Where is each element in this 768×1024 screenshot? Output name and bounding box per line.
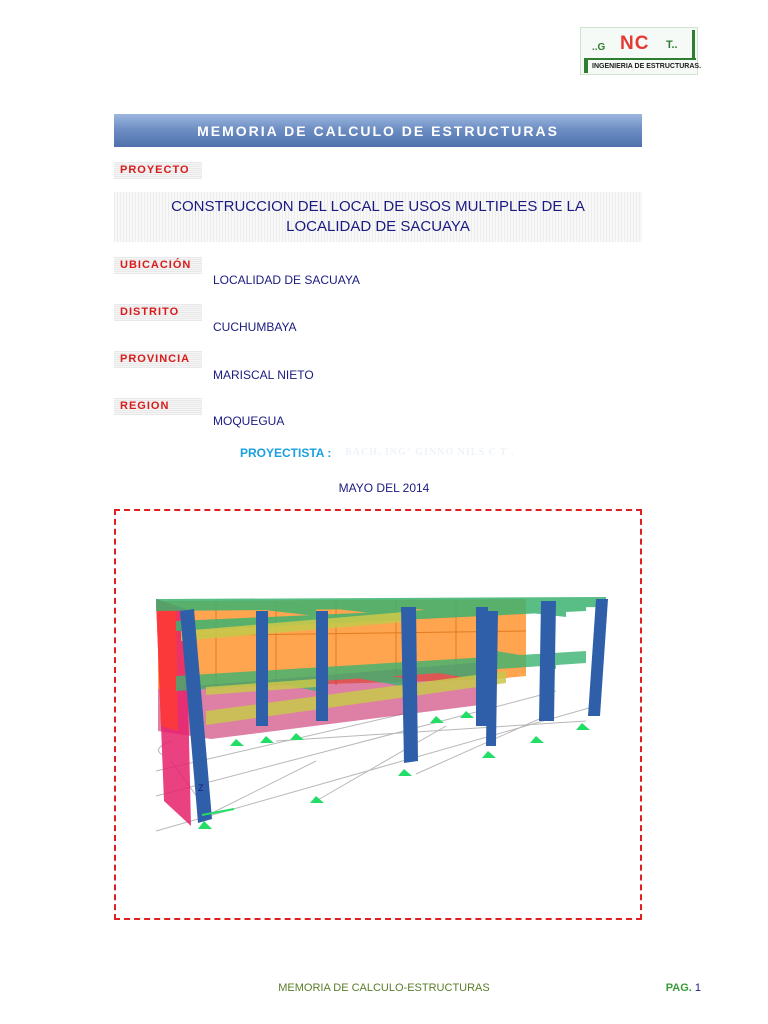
region-value: MOQUEGUA [213,414,285,428]
document-title: MEMORIA DE CALCULO DE ESTRUCTURAS [114,114,642,147]
proyectista-name: BACH. ING° GINNO NILS C T . [345,447,515,458]
logo-underline [584,58,696,60]
distrito-label: DISTRITO [114,304,202,321]
logo-brand: NC [620,33,650,54]
page-label: PAG. [665,982,692,994]
document-date: MAYO DEL 2014 [338,481,430,495]
provincia-value: MARISCAL NIETO [213,368,314,382]
footer-title: MEMORIA DE CALCULO-ESTRUCTURAS [278,982,490,994]
structural-model-frame [114,509,642,920]
logo-left-mark: ..G [592,42,606,53]
ubicacion-label: UBICACIÓN [114,257,202,274]
project-name: CONSTRUCCION DEL LOCAL DE USOS MULTIPLES DE LA LOCALIDAD DE SACUAYA [114,192,642,242]
structural-3d-model [116,511,640,918]
footer-page [666,982,701,994]
page-number: 1 [694,982,701,994]
ubicacion-value: LOCALIDAD DE SACUAYA [213,273,360,287]
proyectista-label: PROYECTISTA : [240,446,332,460]
region-label: REGION [114,398,202,415]
axis-z-label: Z [198,783,204,793]
provincia-label: PROVINCIA [114,351,202,368]
proyecto-label: PROYECTO [114,162,202,179]
logo-subtitle: INGENIERIA DE ESTRUCTURAS. [592,63,702,70]
logo-vertical-bar [692,30,695,60]
logo-right-mark: T.. [666,39,678,51]
logo-left-bar [584,59,588,73]
company-logo [580,27,700,77]
distrito-value: CUCHUMBAYA [213,320,297,334]
